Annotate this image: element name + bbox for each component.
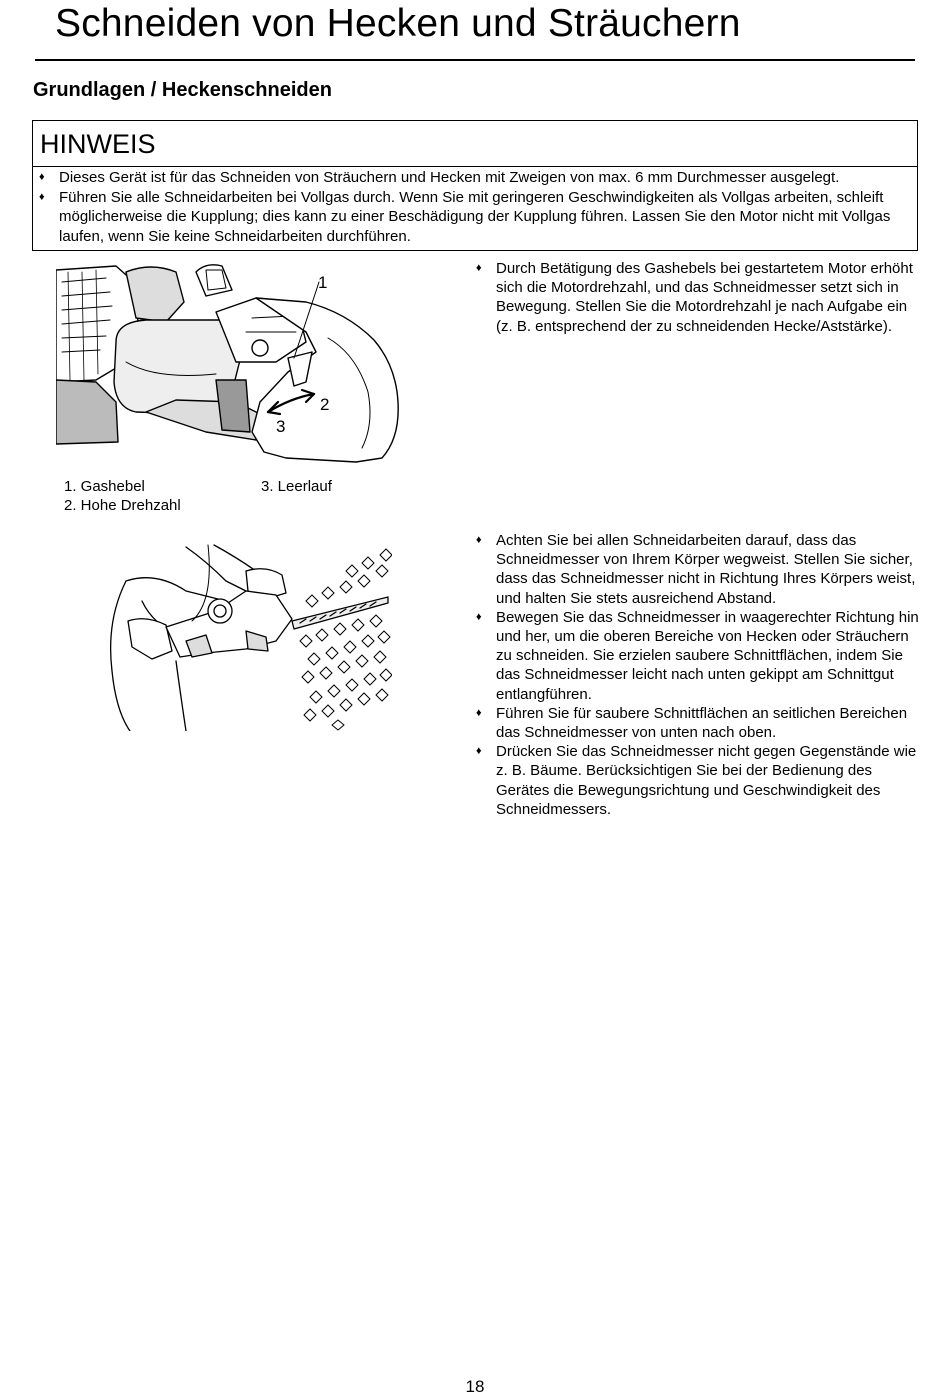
page-number: 18 — [465, 1377, 485, 1396]
instruction-item — [476, 608, 921, 704]
legend-item: 3. Leerlauf — [261, 478, 332, 495]
instruction-text: Drücken Sie das Schneidmesser nicht gegen Gegenstände wie z. B. Bäume. Berücksichtigen Sie bei der Bedienung des Gerätes die Bewegungsrichtung und Geschwindigkeit des Schneidmessers. — [496, 743, 917, 818]
notice-box — [32, 120, 918, 251]
throttle-lever-illustration — [56, 262, 400, 470]
notice-list — [39, 168, 911, 246]
diamond-bullet-icon: ♦ — [476, 610, 482, 623]
notice-item-text: Dieses Gerät ist für das Schneiden von Sträuchern und Hecken mit Zweigen von max. 6 mm Durchmesser ausgelegt. — [59, 169, 840, 186]
page-title: Schneiden von Hecken und Sträuchern — [55, 2, 741, 45]
notice-item — [39, 168, 911, 188]
diamond-bullet-icon: ♦ — [476, 706, 482, 719]
diamond-bullet-icon: ♦ — [39, 171, 45, 183]
hedge-cutting-illustration — [96, 541, 392, 731]
instruction-text: Führen Sie für saubere Schnittflächen an seitlichen Bereichen das Schneidmesser von unten nach oben. — [496, 704, 908, 742]
section-heading: Grundlagen / Heckenschneiden — [33, 79, 332, 101]
instruction-item — [476, 259, 921, 336]
instruction-text: Achten Sie bei allen Schneidarbeiten darauf, dass das Schneidmesser von Ihrem Körper wegweist. Stellen Sie sicher, dass das Schneidmesser nicht in Richtung Ihres Körpers weist, und halten Sie stets ausreichend Abstand. — [496, 532, 916, 607]
legend-item: 2. Hohe Drehzahl — [64, 497, 181, 515]
notice-item — [39, 188, 911, 247]
legend-item: 1. Gashebel — [64, 478, 145, 495]
notice-item-text: Führen Sie alle Schneidarbeiten bei Vollgas durch. Wenn Sie mit geringeren Geschwindigkeiten als Vollgas arbeiten, schleift möglicherweise die Kupplung; dies kann zu einer Beschädigung der Kupplung führen. Lassen Sie den Motor nicht mit Vollgas laufen, wenn Sie keine Schneidarbeiten durchführen. — [59, 188, 891, 245]
diamond-bullet-icon: ♦ — [476, 745, 482, 758]
instruction-text: Bewegen Sie das Schneidmesser in waagerechter Richtung hin und her, um die oberen Bereiche von Hecken oder Sträuchern zu schneiden. Sie erzielen saubere Schnittflächen, indem Sie das Schneidmesser leicht nach unten gekippt am Schnittgut entlangführen. — [496, 608, 919, 703]
cutting-instructions — [476, 531, 921, 819]
callout-3: 3 — [276, 417, 286, 436]
diamond-bullet-icon: ♦ — [476, 534, 482, 546]
callout-2: 2 — [320, 395, 330, 414]
throttle-instructions — [476, 259, 921, 336]
callout-1: 1 — [318, 273, 328, 292]
diamond-bullet-icon: ♦ — [39, 190, 45, 203]
diamond-bullet-icon: ♦ — [476, 262, 482, 274]
instruction-text: Durch Betätigung des Gashebels bei gestartetem Motor erhöht sich die Motordrehzahl, und das Schneidmesser setzt sich in Bewegung. Stellen Sie die Motordrehzahl je nach Aufgabe ein (z. B. entsprechend der zu schneidenden Hecke/Aststärke). — [496, 260, 913, 335]
title-divider — [35, 59, 915, 61]
notice-divider — [33, 166, 917, 167]
instruction-item — [476, 742, 921, 819]
instruction-item — [476, 531, 921, 608]
instruction-item — [476, 704, 921, 742]
notice-title: HINWEIS — [40, 129, 156, 159]
